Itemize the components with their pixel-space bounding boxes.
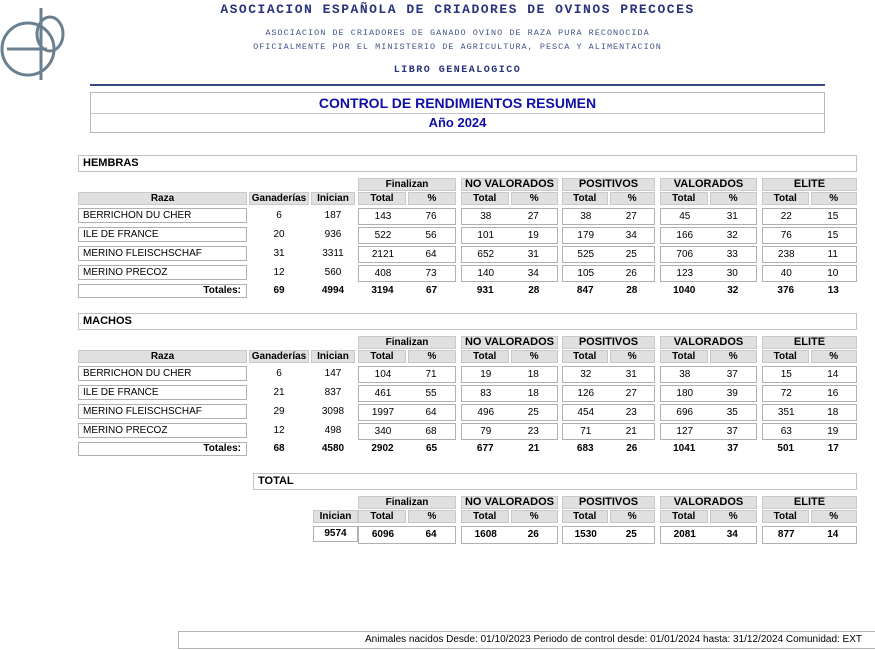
col-header-nv-pct: % xyxy=(511,510,559,523)
cell-raza: ILE DE FRANCE xyxy=(78,227,247,242)
table-row xyxy=(78,227,857,244)
cell-elite-total: 877 xyxy=(777,529,795,540)
totals-ganaderias: 68 xyxy=(273,443,285,454)
col-header-val-pct: % xyxy=(710,510,758,523)
cell-ganaderias: 12 xyxy=(273,425,285,436)
cell-pos-pct: 25 xyxy=(625,529,637,540)
cell-elite-pct: 10 xyxy=(827,268,839,279)
cell-pos-total: 1530 xyxy=(574,529,597,540)
col-header-raza: Raza xyxy=(78,192,247,205)
cell-ganaderias: 29 xyxy=(273,406,285,417)
table-row xyxy=(78,366,857,383)
table-row xyxy=(78,404,857,421)
cell-pos-total: 525 xyxy=(577,249,595,260)
col-header-inician: Inician xyxy=(313,510,358,523)
totals-nv-pct: 21 xyxy=(528,443,540,454)
cell-elite-pct: 11 xyxy=(827,249,838,260)
cell-nv-pct: 18 xyxy=(527,369,539,380)
col-header-val-total: Total xyxy=(660,350,708,363)
cell-fin-total: 408 xyxy=(374,268,392,279)
cell-nv-pct: 25 xyxy=(527,407,539,418)
col-header-elite-pct: % xyxy=(811,192,858,205)
group-header-positivos: POSITIVOS xyxy=(562,336,655,349)
cell-fin-pct: 71 xyxy=(425,369,437,380)
cell-elite-pct: 14 xyxy=(827,529,839,540)
cell-val-total: 166 xyxy=(676,230,694,241)
totals-val-pct: 32 xyxy=(727,285,739,296)
cell-fin-pct: 64 xyxy=(425,407,437,418)
totals-row xyxy=(78,284,857,298)
col-header-pos-pct: % xyxy=(610,192,656,205)
col-header-fin-pct: % xyxy=(408,192,456,205)
table-row xyxy=(78,265,857,282)
totals-fin-total: 3194 xyxy=(371,285,394,296)
totals-val-total: 1040 xyxy=(673,285,696,296)
cell-raza: BERRICHON DU CHER xyxy=(78,366,247,381)
cell-inician: 187 xyxy=(324,210,342,221)
col-header-nv-pct: % xyxy=(511,350,559,363)
group-header-valorados: VALORADOS xyxy=(660,178,757,191)
totals-val-pct: 37 xyxy=(727,443,739,454)
col-header-inician: Inician xyxy=(311,350,355,363)
org-logo xyxy=(0,3,66,83)
cell-nv-total: 19 xyxy=(480,369,492,380)
totals-pos-pct: 26 xyxy=(626,443,638,454)
cell-pos-total: 126 xyxy=(577,388,595,399)
cell-val-total: 696 xyxy=(676,407,694,418)
section-hembras xyxy=(78,155,857,298)
totals-row xyxy=(78,442,857,456)
cell-inician: 498 xyxy=(324,425,342,436)
cell-nv-pct: 19 xyxy=(527,230,539,241)
col-header-ganaderias: Ganaderías xyxy=(249,192,309,205)
cell-elite-pct: 15 xyxy=(827,211,839,222)
totals-elite-total: 501 xyxy=(777,443,795,454)
section-machos xyxy=(78,313,857,456)
group-header-finalizan: Finalizan xyxy=(358,496,456,509)
cell-pos-pct: 31 xyxy=(625,369,637,380)
cell-pos-pct: 26 xyxy=(625,268,637,279)
cell-nv-pct: 23 xyxy=(527,426,539,437)
totals-nv-total: 931 xyxy=(476,285,494,296)
group-header-no-valorados: NO VALORADOS xyxy=(461,496,558,509)
cell-nv-total: 38 xyxy=(480,211,492,222)
totals-pos-pct: 28 xyxy=(626,285,638,296)
hembras-rows xyxy=(78,208,857,282)
report-title-box xyxy=(90,92,825,133)
group-header-no-valorados: NO VALORADOS xyxy=(461,336,558,349)
cell-pos-pct: 27 xyxy=(625,388,637,399)
col-header-fin-total: Total xyxy=(358,350,406,363)
cell-raza: MERINO FLEISCHSCHAF xyxy=(78,404,247,419)
cell-pos-total: 38 xyxy=(580,211,592,222)
cell-nv-total: 83 xyxy=(480,388,492,399)
totals-fin-pct: 65 xyxy=(425,443,438,454)
cell-val-pct: 35 xyxy=(726,407,738,418)
cell-nv-pct: 34 xyxy=(527,268,539,279)
cell-pos-total: 32 xyxy=(580,369,592,380)
cell-val-total: 38 xyxy=(679,369,691,380)
col-header-pos-total: Total xyxy=(562,510,608,523)
cell-val-total: 45 xyxy=(679,211,691,222)
cell-inician: 3311 xyxy=(322,248,344,259)
totals-inician: 4580 xyxy=(321,443,345,454)
group-header-elite: ELITE xyxy=(762,496,857,509)
cell-fin-total: 6096 xyxy=(371,529,395,540)
group-header-valorados: VALORADOS xyxy=(660,496,757,509)
table-row xyxy=(78,246,857,263)
col-header-pos-total: Total xyxy=(562,192,608,205)
table-row xyxy=(78,423,857,440)
totals-nv-total: 677 xyxy=(476,443,494,454)
cell-val-pct: 37 xyxy=(726,426,738,437)
cell-pos-pct: 23 xyxy=(625,407,637,418)
org-subtitle-1: ASOCIACION DE CRIADORES DE GANADO OVINO DE RAZA PURA RECONOCIDA xyxy=(265,28,650,38)
cell-fin-pct: 68 xyxy=(425,426,437,437)
cell-fin-pct: 55 xyxy=(425,388,437,399)
cell-elite-pct: 15 xyxy=(827,230,839,241)
machos-rows xyxy=(78,366,857,440)
cell-fin-pct: 56 xyxy=(425,230,437,241)
group-header-positivos: POSITIVOS xyxy=(562,178,655,191)
cell-fin-total: 522 xyxy=(374,230,392,241)
col-header-fin-total: Total xyxy=(358,192,406,205)
col-header-ganaderias: Ganaderías xyxy=(249,350,309,363)
cell-inician: 147 xyxy=(324,368,342,379)
totals-elite-pct: 13 xyxy=(827,285,839,296)
totals-ganaderias: 69 xyxy=(273,285,285,296)
totals-elite-pct: 17 xyxy=(827,443,839,454)
section-title-hembras: HEMBRAS xyxy=(78,155,857,172)
cell-val-pct: 31 xyxy=(726,211,738,222)
cell-elite-total: 351 xyxy=(777,407,795,418)
col-header-elite-total: Total xyxy=(762,510,809,523)
book-label: LIBRO GENEALOGICO xyxy=(393,65,522,76)
group-header-row xyxy=(253,496,857,509)
totals-label: Totales: xyxy=(78,284,247,298)
col-header-elite-pct: % xyxy=(811,510,858,523)
cell-raza: MERINO FLEISCHSCHAF xyxy=(78,246,247,261)
cell-fin-pct: 76 xyxy=(425,211,437,222)
totals-inician: 4994 xyxy=(321,285,345,296)
col-header-nv-total: Total xyxy=(461,192,509,205)
col-header-pos-total: Total xyxy=(562,350,608,363)
cell-pos-total: 105 xyxy=(577,268,595,279)
totals-label: Totales: xyxy=(78,442,247,456)
cell-nv-total: 140 xyxy=(477,268,495,279)
cell-val-total: 2081 xyxy=(673,529,696,540)
totals-pos-total: 847 xyxy=(576,285,594,296)
col-header-nv-pct: % xyxy=(511,192,559,205)
totals-elite-total: 376 xyxy=(777,285,795,296)
cell-elite-total: 63 xyxy=(780,426,792,437)
col-header-val-total: Total xyxy=(660,510,708,523)
col-header-val-total: Total xyxy=(660,192,708,205)
cell-inician: 936 xyxy=(324,229,342,240)
cell-fin-pct: 64 xyxy=(425,249,437,260)
cell-pos-total: 454 xyxy=(577,407,595,418)
col-header-raza: Raza xyxy=(78,350,247,363)
column-header-row xyxy=(78,192,857,205)
cell-pos-total: 71 xyxy=(580,426,592,437)
cell-fin-total: 2121 xyxy=(371,249,395,260)
cell-val-total: 127 xyxy=(676,426,694,437)
cell-nv-total: 79 xyxy=(480,426,492,437)
group-header-positivos: POSITIVOS xyxy=(562,496,655,509)
cell-fin-total: 461 xyxy=(374,388,392,399)
cell-elite-total: 15 xyxy=(780,369,792,380)
cell-inician: 3098 xyxy=(321,406,345,417)
group-header-no-valorados: NO VALORADOS xyxy=(461,178,558,191)
cell-ganaderias: 20 xyxy=(273,229,285,240)
col-header-pos-pct: % xyxy=(610,350,656,363)
column-header-row xyxy=(253,510,857,523)
col-header-nv-total: Total xyxy=(461,510,509,523)
cell-val-pct: 39 xyxy=(726,388,738,399)
group-header-valorados: VALORADOS xyxy=(660,336,757,349)
org-title: ASOCIACION ESPAÑOLA DE CRIADORES DE OVINOS PRECOCES xyxy=(220,2,695,17)
cell-inician: 560 xyxy=(324,267,342,278)
cell-fin-pct: 64 xyxy=(425,529,437,540)
group-header-finalizan: Finalizan xyxy=(358,178,456,191)
cell-fin-total: 1997 xyxy=(371,407,395,418)
cell-raza: MERINO PRECOZ xyxy=(78,423,247,438)
cell-elite-pct: 16 xyxy=(827,388,839,399)
cell-fin-pct: 73 xyxy=(425,268,437,279)
cell-val-total: 123 xyxy=(676,268,694,279)
cell-elite-total: 72 xyxy=(780,388,792,399)
group-header-row xyxy=(78,178,857,191)
cell-nv-pct: 31 xyxy=(527,249,539,260)
total-row xyxy=(253,526,857,544)
cell-ganaderias: 31 xyxy=(273,248,285,259)
col-header-nv-total: Total xyxy=(461,350,509,363)
cell-val-total: 706 xyxy=(676,249,694,260)
cell-val-pct: 30 xyxy=(726,268,738,279)
cell-ganaderias: 21 xyxy=(273,387,285,398)
cell-ganaderias: 12 xyxy=(273,267,285,278)
col-header-elite-total: Total xyxy=(762,192,809,205)
cell-val-pct: 34 xyxy=(726,529,738,540)
cell-pos-pct: 34 xyxy=(625,230,637,241)
col-header-elite-pct: % xyxy=(811,350,858,363)
cell-nv-total: 652 xyxy=(477,249,495,260)
cell-pos-total: 179 xyxy=(577,230,595,241)
section-title-machos: MACHOS xyxy=(78,313,857,330)
cell-elite-total: 76 xyxy=(780,230,792,241)
footer-text: Animales nacidos Desde: 01/10/2023 Periodo de control desde: 01/01/2024 hasta: 31/12/2024 Comunidad: EXT xyxy=(365,634,863,645)
cell-val-pct: 33 xyxy=(726,249,738,260)
cell-pos-pct: 25 xyxy=(625,249,637,260)
cell-raza: ILE DE FRANCE xyxy=(78,385,247,400)
totals-fin-pct: 67 xyxy=(425,285,438,296)
cell-nv-pct: 27 xyxy=(527,211,539,222)
col-header-elite-total: Total xyxy=(762,350,809,363)
cell-nv-total: 1608 xyxy=(474,529,497,540)
totals-nv-pct: 28 xyxy=(528,285,540,296)
totals-val-total: 1041 xyxy=(673,443,696,454)
cell-elite-pct: 19 xyxy=(827,426,839,437)
cell-inician: 9574 xyxy=(313,526,358,542)
table-row xyxy=(78,385,857,402)
cell-raza: MERINO PRECOZ xyxy=(78,265,247,280)
section-title-total: TOTAL xyxy=(253,473,857,490)
cell-fin-total: 143 xyxy=(374,211,392,222)
group-header-finalizan: Finalizan xyxy=(358,336,456,349)
col-header-fin-pct: % xyxy=(408,350,456,363)
cell-nv-pct: 18 xyxy=(527,388,539,399)
col-header-inician: Inician xyxy=(311,192,355,205)
table-row xyxy=(78,208,857,225)
col-header-pos-pct: % xyxy=(610,510,656,523)
report-title: CONTROL DE RENDIMIENTOS RESUMEN xyxy=(91,93,824,114)
totals-fin-total: 2902 xyxy=(371,443,394,454)
cell-nv-pct: 26 xyxy=(527,529,539,540)
col-header-val-pct: % xyxy=(710,350,758,363)
cell-fin-total: 104 xyxy=(374,369,392,380)
column-header-row xyxy=(78,350,857,363)
cell-pos-pct: 27 xyxy=(625,211,637,222)
header-divider xyxy=(90,84,825,86)
cell-val-total: 180 xyxy=(676,388,694,399)
cell-elite-total: 238 xyxy=(777,249,795,260)
cell-elite-pct: 14 xyxy=(827,369,839,380)
col-header-fin-total: Total xyxy=(358,510,406,523)
group-header-elite: ELITE xyxy=(762,178,857,191)
cell-elite-total: 22 xyxy=(780,211,792,222)
group-header-elite: ELITE xyxy=(762,336,857,349)
cell-inician: 837 xyxy=(324,387,342,398)
cell-ganaderias: 6 xyxy=(276,210,282,221)
cell-raza: BERRICHON DU CHER xyxy=(78,208,247,223)
col-header-val-pct: % xyxy=(710,192,758,205)
totals-pos-total: 683 xyxy=(576,443,594,454)
section-total xyxy=(253,473,857,546)
cell-val-pct: 37 xyxy=(726,369,738,380)
org-subtitle-2: OFICIALMENTE POR EL MINISTERIO DE AGRICULTURA, PESCA Y ALIMENTACION xyxy=(253,42,662,52)
col-header-fin-pct: % xyxy=(408,510,456,523)
footer-box xyxy=(178,631,875,649)
cell-pos-pct: 21 xyxy=(625,426,637,437)
report-year: Año 2024 xyxy=(428,115,487,130)
cell-elite-pct: 18 xyxy=(827,407,839,418)
cell-elite-total: 40 xyxy=(780,268,792,279)
cell-nv-total: 496 xyxy=(477,407,495,418)
group-header-row xyxy=(78,336,857,349)
cell-val-pct: 32 xyxy=(726,230,738,241)
cell-fin-total: 340 xyxy=(374,426,392,437)
cell-nv-total: 101 xyxy=(477,230,495,241)
cell-ganaderias: 6 xyxy=(276,368,282,379)
